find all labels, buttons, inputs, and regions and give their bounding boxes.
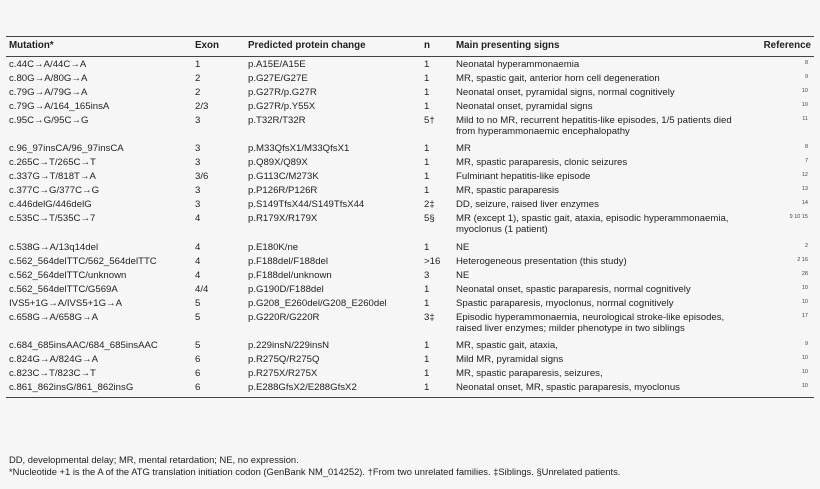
cell-mutation: c.446delG/446delG xyxy=(9,199,92,210)
cell-n: >16 xyxy=(424,255,441,267)
cell-main-signs: Neonatal onset, pyramidal signs xyxy=(456,100,593,112)
cell-n: 1 xyxy=(424,157,430,168)
cell-reference: 17 xyxy=(801,312,808,319)
cell-protein-change: p.R275Q/R275Q xyxy=(248,354,320,365)
cell-protein-change: p.G27R/p.Y55X xyxy=(248,100,316,112)
cell-mutation: c.95C→G/95C→G xyxy=(9,114,89,126)
cell-mutation: c.535C→T/535C→7 xyxy=(9,213,96,224)
cell-exon: 3 xyxy=(195,114,201,126)
cell-exon: 4 xyxy=(195,269,201,281)
table-header-row xyxy=(6,37,814,57)
cell-main-signs: MR, spastic paraparesis xyxy=(456,185,559,196)
cell-reference: 11 xyxy=(802,115,808,122)
cell-mutation: IVS5+1G→A/IVS5+1G→A xyxy=(9,297,123,309)
cell-exon: 3 xyxy=(195,199,201,210)
cell-mutation: c.562_564delTTC/562_564delTTC xyxy=(9,255,157,267)
footnote-nucleotide: *Nucleotide +1 is the A of the ATG translation initiation codon (GenBank NM_014252). †From two unrelated families. ‡Siblings. §Unrelated patients. xyxy=(9,466,621,477)
cell-reference: 13 xyxy=(801,186,808,192)
cell-protein-change: p.E180K/ne xyxy=(248,241,299,253)
header-n: n xyxy=(421,37,453,57)
table-row xyxy=(6,310,814,339)
cell-n: 5§ xyxy=(424,213,435,224)
cell-main-signs: MR (except 1), spastic gait, ataxia, episodic hyperammonaemia, myoclonus (1 patient) xyxy=(456,213,729,235)
header-exon: Exon xyxy=(192,37,245,57)
cell-mutation: c.337G→T/818T→A xyxy=(9,171,96,182)
cell-exon: 6 xyxy=(195,354,201,365)
cell-exon: 2/3 xyxy=(195,100,209,112)
cell-mutation: c.79G→A/164_165insA xyxy=(9,100,110,112)
cell-exon: 2 xyxy=(195,72,201,84)
cell-main-signs: Neonatal onset, pyramidal signs, normal cognitively xyxy=(456,86,675,98)
cell-reference: 2 16 xyxy=(797,256,808,263)
table-row xyxy=(6,99,814,113)
table-row xyxy=(6,170,814,184)
table-row xyxy=(6,339,814,353)
cell-n: 3‡ xyxy=(424,311,435,323)
cell-reference: 9 xyxy=(804,341,808,347)
cell-exon: 3 xyxy=(195,157,201,168)
cell-protein-change: p.G208_E260del/G208_E260del xyxy=(248,297,387,309)
cell-mutation: c.562_564delTTC/unknown xyxy=(9,269,127,281)
cell-n: 1 xyxy=(424,297,430,309)
cell-main-signs: Neonatal onset, spastic paraparesis, normal cognitively xyxy=(456,283,691,295)
cell-protein-change: p.R179X/R179X xyxy=(248,213,318,224)
cell-reference: 8 xyxy=(804,144,808,150)
cell-protein-change: p.Q89X/Q89X xyxy=(248,157,308,168)
cell-main-signs: NE xyxy=(456,269,470,281)
header-protein-change: Predicted protein change xyxy=(245,37,421,57)
table-row xyxy=(6,113,814,142)
cell-reference: 10 xyxy=(801,355,808,361)
table-row xyxy=(6,254,814,268)
cell-mutation: c.44C→A/44C→A xyxy=(9,58,87,70)
cell-main-signs: Heterogeneous presentation (this study) xyxy=(456,255,627,267)
cell-reference: 10 xyxy=(801,87,808,94)
cell-exon: 3/6 xyxy=(195,171,209,182)
table-row xyxy=(6,282,814,296)
cell-mutation: c.265C→T/265C→T xyxy=(9,157,96,168)
cell-n: 1 xyxy=(424,241,430,253)
cell-protein-change: p.A15E/A15E xyxy=(248,58,306,70)
cell-mutation: c.79G→A/79G→A xyxy=(9,86,88,98)
cell-protein-change: p.G27R/p.G27R xyxy=(248,86,317,98)
cell-n: 1 xyxy=(421,381,453,398)
cell-mutation: c.80G→A/80G→A xyxy=(9,72,88,84)
cell-n: 5† xyxy=(424,114,435,126)
cell-protein-change: p.P126R/P126R xyxy=(248,185,318,196)
cell-mutation: c.861_862insG/861_862insG xyxy=(6,381,192,398)
cell-n: 1 xyxy=(424,283,430,295)
cell-n: 1 xyxy=(424,340,430,351)
cell-protein-change: p.F188del/unknown xyxy=(248,269,332,281)
cell-protein-change: p.229insN/229insN xyxy=(248,340,330,351)
cell-main-signs: Episodic hyperammonaemia, neurological stroke-like episodes, raised liver enzymes; milder phenotype in two siblings xyxy=(456,311,725,334)
cell-reference: 12 xyxy=(801,172,808,178)
cell-protein-change: p.G220R/G220R xyxy=(248,311,320,323)
cell-reference: 28 xyxy=(801,270,808,277)
cell-n: 1 xyxy=(424,143,430,154)
cell-main-signs: MR, spastic paraparesis, seizures, xyxy=(456,368,603,379)
cell-exon: 4 xyxy=(195,255,201,267)
table-body xyxy=(6,57,814,398)
table-row xyxy=(6,212,814,241)
cell-protein-change: p.M33QfsX1/M33QfsX1 xyxy=(248,143,350,154)
cell-n: 1 xyxy=(424,58,430,70)
cell-n: 1 xyxy=(424,72,430,84)
cell-reference: 9 xyxy=(804,73,808,80)
table-row xyxy=(6,367,814,381)
cell-n: 1 xyxy=(424,100,430,112)
cell-exon: 4/4 xyxy=(195,283,209,295)
cell-exon: 2 xyxy=(195,86,201,98)
cell-mutation: c.377C→G/377C→G xyxy=(9,185,100,196)
cell-main-signs: Neonatal onset, MR, spastic paraparesis, myoclonus xyxy=(453,381,749,398)
cell-mutation: c.562_564delTTC/G569A xyxy=(9,283,118,295)
cell-main-signs: Spastic paraparesis, myoclonus, normal cognitively xyxy=(456,297,674,309)
cell-protein-change: p.G113C/M273K xyxy=(248,171,319,182)
cell-reference: 10 xyxy=(801,101,808,108)
header-main-signs: Main presenting signs xyxy=(453,37,749,57)
cell-reference: 10 xyxy=(749,381,814,398)
cell-exon: 5 xyxy=(195,311,201,323)
cell-n: 1 xyxy=(424,368,430,379)
table-row xyxy=(6,85,814,99)
cell-protein-change: p.S149TfsX44/S149TfsX44 xyxy=(248,199,365,210)
cell-exon: 1 xyxy=(195,58,201,70)
cell-main-signs: Mild to no MR, recurrent hepatitis-like episodes, 1/5 patients died from hyperammonaemic encephalopathy xyxy=(456,114,732,137)
header-reference: Reference xyxy=(749,37,814,57)
cell-reference: 8 xyxy=(804,59,808,66)
cell-main-signs: MR, spastic gait, ataxia, xyxy=(456,340,558,351)
cell-main-signs: MR, spastic paraparesis, clonic seizures xyxy=(456,157,628,168)
cell-n: 1 xyxy=(424,86,430,98)
cell-main-signs: NE xyxy=(456,241,470,253)
cell-main-signs: Neonatal hyperammonaemia xyxy=(456,58,580,70)
cell-protein-change: p.G190D/F188del xyxy=(248,283,324,295)
cell-main-signs: MR xyxy=(456,143,471,154)
cell-exon: 3 xyxy=(195,185,201,196)
cell-main-signs: Mild MR, pyramidal signs xyxy=(456,354,564,365)
cell-main-signs: Fulminant hepatitis-like episode xyxy=(456,171,591,182)
cell-exon: 3 xyxy=(195,143,201,154)
cell-protein-change: p.G27E/G27E xyxy=(248,72,308,84)
cell-mutation: c.824G→A/824G→A xyxy=(9,354,99,365)
cell-reference: 10 xyxy=(801,298,808,305)
cell-protein-change: p.E288GfsX2/E288GfsX2 xyxy=(245,381,421,398)
table-row xyxy=(6,296,814,310)
cell-mutation: c.538G→A/13q14del xyxy=(9,241,99,253)
cell-exon: 6 xyxy=(195,368,201,379)
cell-main-signs: DD, seizure, raised liver enzymes xyxy=(456,199,599,210)
table-row xyxy=(6,142,814,156)
table-row xyxy=(6,184,814,198)
cell-reference: 10 xyxy=(801,284,808,291)
cell-protein-change: p.F188del/F188del xyxy=(248,255,329,267)
table-row xyxy=(6,57,814,72)
cell-reference: 10 xyxy=(801,369,808,375)
cell-reference: 7 xyxy=(804,158,808,164)
cell-reference: 2 xyxy=(804,242,808,249)
table-row xyxy=(6,381,814,398)
cell-n: 1 xyxy=(424,354,430,365)
cell-main-signs: MR, spastic gait, anterior horn cell degeneration xyxy=(456,72,660,84)
table-row xyxy=(6,268,814,282)
cell-reference: 14 xyxy=(801,200,808,206)
cell-mutation: c.96_97insCA/96_97insCA xyxy=(9,143,124,154)
cell-n: 1 xyxy=(424,171,430,182)
cell-protein-change: p.T32R/T32R xyxy=(248,114,306,126)
table-row xyxy=(6,240,814,254)
footnote-abbreviations: DD, developmental delay; MR, mental retardation; NE, no expression. xyxy=(9,454,299,465)
cell-mutation: c.823C→T/823C→T xyxy=(9,368,96,379)
mutation-table xyxy=(6,36,814,398)
cell-exon: 5 xyxy=(195,340,201,351)
cell-mutation: c.658G→A/658G→A xyxy=(9,311,99,323)
cell-exon: 6 xyxy=(192,381,245,398)
table-row xyxy=(6,156,814,170)
table-row xyxy=(6,198,814,212)
cell-exon: 5 xyxy=(195,297,201,309)
table-row xyxy=(6,353,814,367)
cell-n: 3 xyxy=(424,269,430,281)
header-mutation: Mutation* xyxy=(6,37,192,57)
cell-n: 2‡ xyxy=(424,199,435,210)
cell-exon: 4 xyxy=(195,241,201,253)
cell-exon: 4 xyxy=(195,213,201,224)
cell-protein-change: p.R275X/R275X xyxy=(248,368,318,379)
table-row xyxy=(6,71,814,85)
cell-reference: 9 10 15 xyxy=(789,214,808,220)
table-footnotes xyxy=(9,454,814,478)
cell-n: 1 xyxy=(424,185,430,196)
cell-mutation: c.684_685insAAC/684_685insAAC xyxy=(9,340,158,351)
